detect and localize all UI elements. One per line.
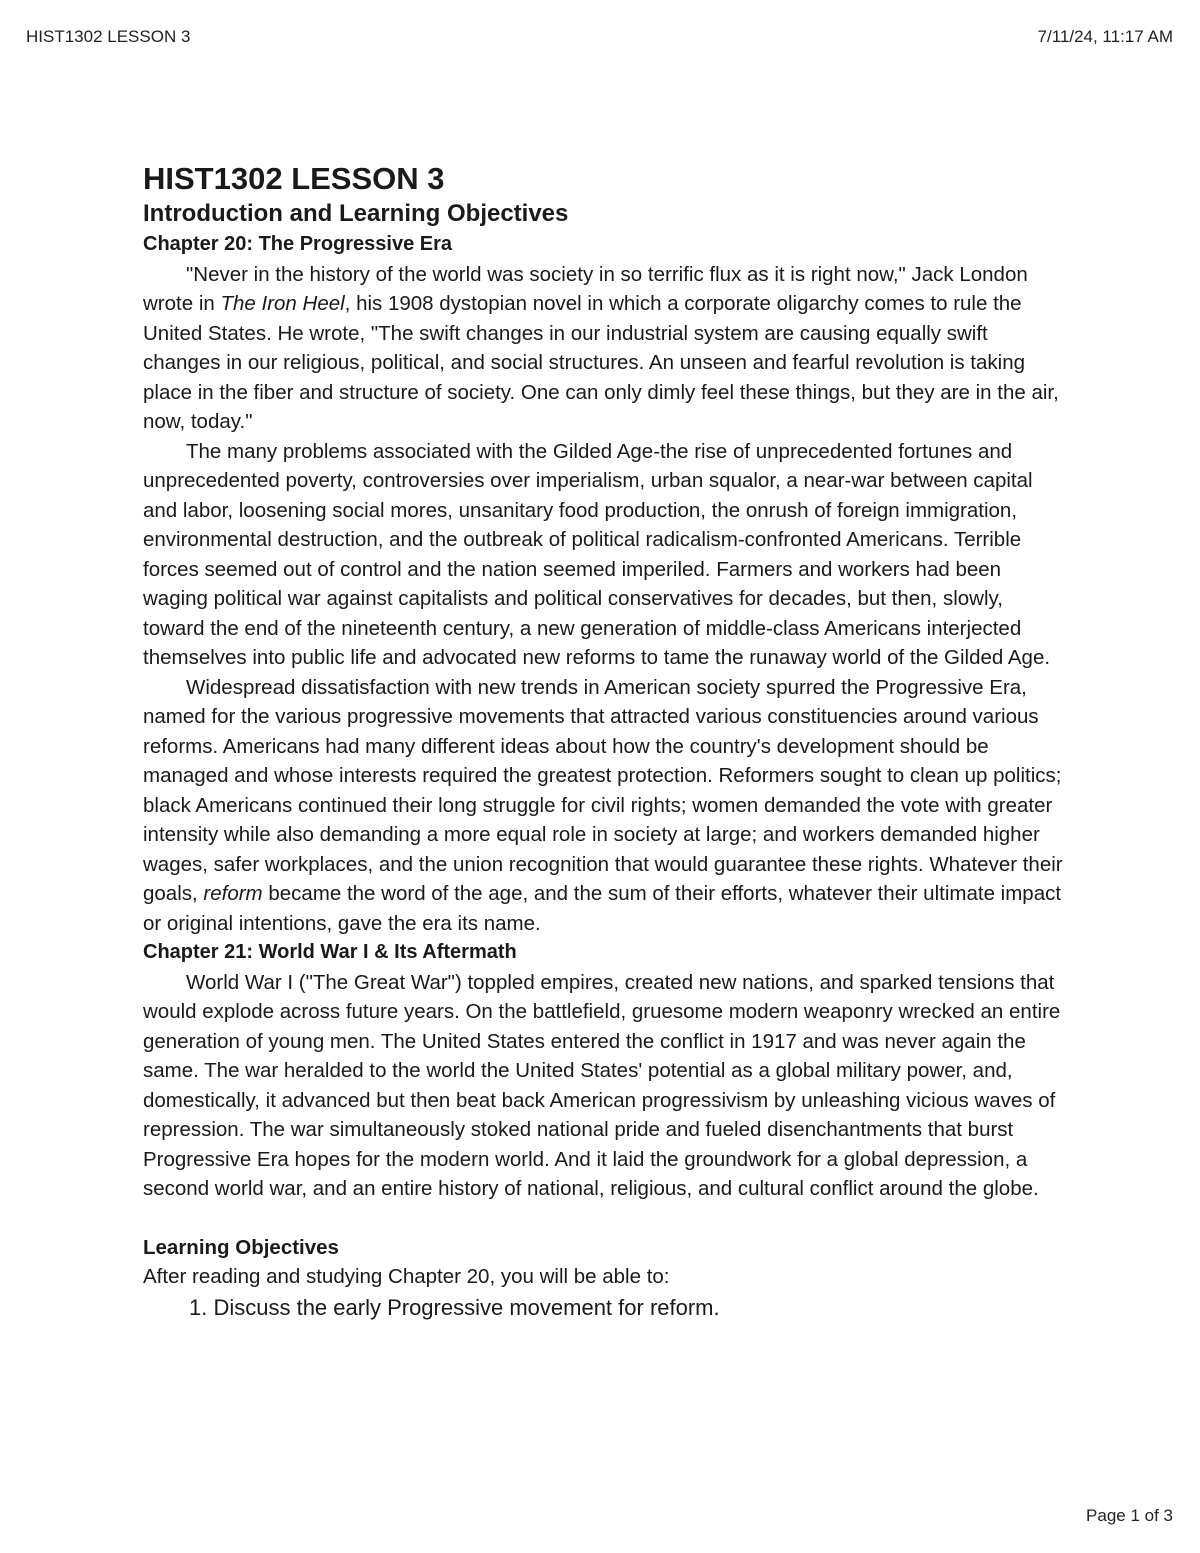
chapter-20-paragraph-1 <box>143 260 1063 437</box>
chapter-20-title: Chapter 20: The Progressive Era <box>143 233 453 255</box>
header-timestamp: 7/11/24, 11:17 AM <box>1037 27 1173 46</box>
header-title: HIST1302 LESSON 3 <box>26 27 191 46</box>
learning-objectives-heading: Learning Objectives <box>143 1235 339 1259</box>
print-header <box>26 27 1173 51</box>
paragraph-text: "Never in the history of the world was society in so terrific flux as it is right now," Jack London wrote in <box>143 262 1028 315</box>
document-body <box>143 160 1063 1324</box>
page-title: HIST1302 LESSON 3 <box>143 161 445 196</box>
book-title-emphasis: The Iron Heel <box>220 292 345 315</box>
paragraph-text: became the word of the age, and the sum of their efforts, whatever their ultimate impact or original intentions, gave the era its name. <box>143 882 1062 935</box>
spacer <box>143 1204 1063 1233</box>
section-title: Introduction and Learning Objectives <box>143 200 569 227</box>
chapter-21-paragraph-1: World War I ("The Great War") toppled empires, created new nations, and sparked tensions that would explode across future years. On the battlefield, gruesome modern weaponry wrecked an entire generation of young men. The United States entered the conflict in 1917 and was never again the same. The war heralded to the world the United States' potential as a global military power, and, domestically, it advanced but then beat back American progressivism by unleashing vicious waves of repression. The war simultaneously stoked national pride and fueled disenchantments that burst Progressive Era hopes for the modern world. And it laid the groundwork for a global depression, a second world war, and an entire history of national, religious, and cultural conflict around the globe. <box>143 970 1061 1200</box>
paragraph-text: Widespread dissatisfaction with new trends in American society spurred the Progressive Era, named for the various progressive movements that attracted various constituencies around various reforms. Americans had many different ideas about how the country's development should be managed and whose interests required the greatest protection. Reformers sought to clean up politics; black Americans continued their long struggle for civil rights; women demanded the vote with greater intensity while also demanding a more equal role in society at large; and workers demanded higher wages, safer workplaces, and the union recognition that would guarantee these rights. Whatever their goals, <box>143 675 1063 905</box>
list-item: 1. Discuss the early Progressive movement for reform. <box>189 1294 720 1320</box>
chapter-20-paragraph-2: The many problems associated with the Gilded Age-the rise of unprecedented fortunes and unprecedented poverty, controversies over imperialism, urban squalor, a near-war between capital and labor, loosening social mores, unsanitary food production, the onrush of foreign immigration, environmental destruction, and the outbreak of political radicalism-confronted Americans. Terrible forces seemed out of control and the nation seemed imperiled. Farmers and workers had been waging political war against capitalists and political conservatives for decades, but then, slowly, toward the end of the nineteenth century, a new generation of middle-class Americans interjected themselves into public life and advocated new reforms to tame the runaway world of the Gilded Age. <box>143 439 1051 669</box>
paragraph-text: , his 1908 dystopian novel in which a corporate oligarchy comes to rule the United States. He wrote, "The swift changes in our industrial system are causing equally swift changes in our religious, political, and social structures. An unseen and fearful revolution is taking place in the fiber and structure of society. One can only dimly feel these things, but they are in the air, now, today." <box>143 292 1059 433</box>
reform-emphasis: reform <box>203 882 263 905</box>
chapter-20-paragraph-3 <box>143 673 1063 939</box>
learning-objectives-intro: After reading and studying Chapter 20, you will be able to: <box>143 1265 670 1288</box>
chapter-21-title: Chapter 21: World War I & Its Aftermath <box>143 941 517 963</box>
page-number: Page 1 of 3 <box>1086 1506 1173 1525</box>
learning-objectives-list <box>143 1292 1063 1324</box>
